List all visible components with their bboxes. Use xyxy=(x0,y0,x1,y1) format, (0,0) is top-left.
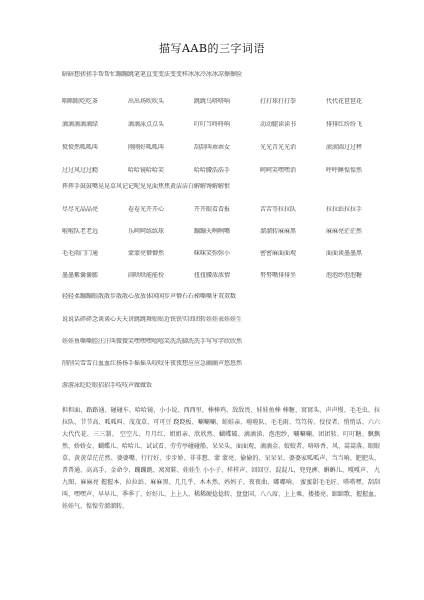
word-cell: 咪咪笑弥弥小 xyxy=(194,250,231,257)
word-cell: 滴滴滴滴滴绿 xyxy=(62,121,99,128)
word-cell: 打打球打打拳 xyxy=(260,98,297,105)
text-line-6: 削削尖雪雪白血血红扬扬手摇摇头咬咬牙夜夜想应应急幽幽声悠悠然 xyxy=(62,360,243,367)
word-cell: 刚刚好呱呱叫 xyxy=(128,144,165,151)
word-cell: 墨墨紫囊囊膨 xyxy=(62,272,99,279)
word-cell: 跳跳乌嗒嗒响 xyxy=(194,98,231,105)
document-title: 描写AAB的三字词语 xyxy=(159,42,265,55)
word-cell: 滚滚圆过过秤 xyxy=(326,144,363,151)
word-cell: 代代花琶琶花 xyxy=(326,98,363,105)
word-cell: 泡泡纱泡泡糖 xyxy=(326,272,363,279)
word-cell: 出出场吹吹头 xyxy=(128,98,165,105)
word-paragraph: 担担面、路路通、碰碰车、哈哈镜、小小说、西西里、棒棒鸡、敌敌畏、娃娃鱼棒 棒糖、窝窝头、声声慢、毛毛虫、拉拉队、节节高、呱呱叫、茂茂草、可可豆 跷跷板、唰唰唰、蛙蛙亲、啦啦队、毛毛雨、笃笃传、佼佼者、悄悄话、六六大代代花、三三制、 空空儿、月月红、姐姐亲、欣欣然、蝴蝶破、滴滴涕、泡泡纱、唰唰唰、团团转、叮叮糖、飘飘然、娇娇女、蝴蝶儿、哈哈儿、试试看、劳劳亭碰碰船、呆呆头、面面观、滴滴金、蛟蛟者、咯咯香、风、蒿蒿落、眼眼草、黄黄草茫茫然、婆婆嘴、行行好、步步娇、非非想、蒙 蒙亮、偷偷的、呆呆呆、婆婆家呱呱声、当当响、肥肥头、普普通、高高手、金命令、蹦蹦跳、窝窝鞋、娃娃生 小小子、样样声、回回豆、混混儿、兜兜裤、蝌蝌儿、嘎嘎声、 九九图、麻麻亮 握握本、拉拉站、麻麻黑、几几乎、木木然、妈妈子、夜夜曲、嘟嘟响、 蜜蜜甜毛毛匠、嗒嗒嘿、刮刮叫、嘿嘿声、早早儿、季季丁、好好儿、上上人、稀稀硬捻捻转、盘盘国、八八席、上上乘、搂搂亮、蹄蹄歌、握握血、娃娃气、惶惶劳溜溜转、 xyxy=(62,407,380,510)
word-cell: 卷卷光开开心 xyxy=(128,206,165,213)
text-line-4: 说说话碎碎念谈谈心天天讲跳跳舞贴贴近铁铁实团团转娃娃表娃娃生 xyxy=(62,316,243,323)
word-cell: 密密麻面面观 xyxy=(260,250,297,257)
word-cell: 苦苦等拉拉队 xyxy=(260,206,297,213)
word-cell: 努努嘴排排坐 xyxy=(260,272,297,279)
word-cell: 扭扭腰浓浓情 xyxy=(194,272,231,279)
word-cell: 哈哈腰浩浩手 xyxy=(194,167,231,174)
word-cell: 开开眼看看报 xyxy=(194,206,231,213)
word-grid-2-clip xyxy=(0,206,424,280)
word-grid-2 xyxy=(62,206,392,280)
word-cell: 乐呵呵练练球 xyxy=(128,228,165,235)
word-cell: 蹦蹦天咧咧嘴 xyxy=(194,228,231,235)
word-cell: 排排红纷纷飞 xyxy=(326,121,363,128)
word-cell: 毛毛雨门门通 xyxy=(62,250,99,257)
word-cell: 呵呵笑嘿嘿消 xyxy=(260,167,297,174)
word-cell: 闹哄哄能能扮 xyxy=(128,272,165,279)
word-cell: 麻麻亮茫茫然 xyxy=(326,228,363,235)
word-cell: 尽尽光晶晶亮 xyxy=(62,206,99,213)
word-cell: 愤愤然呱呱叫 xyxy=(62,144,99,151)
word-cell: 叮叮当咚咚响 xyxy=(194,121,231,128)
word-cell: 过过风过过瘾 xyxy=(62,167,99,174)
word-cell: 咽咽眼吃吃茶 xyxy=(62,98,99,105)
word-cell: 哈哈镜哈哈笑 xyxy=(128,167,165,174)
word-cell: 啦啦队老老远 xyxy=(62,228,99,235)
word-cell: 呼呼睡惶惶然 xyxy=(326,167,363,174)
text-line-7: 游游泳眨眨眼招招手吱吱声做做饭 xyxy=(62,382,153,389)
word-grid-1 xyxy=(62,98,392,174)
word-cell: 滴滴泳点点头 xyxy=(128,121,165,128)
text-line-2: 挥挥手鼓鼓嘴晃晃草风记记呢见见面焦焦黄洁洁白解解馋解解恨 xyxy=(62,183,231,190)
text-line-1: 暗暗想搓搓手帮帮忙蹦蹦跳笔笔直变变法变变样冰冰冷冰冰凉擦擦脸 xyxy=(62,71,243,78)
word-cell: 蒙蒙亮懵懵然 xyxy=(128,250,165,257)
text-line-5: 娃娃鱼嘶嘶腔汪汪叫微微笑嘿嘿嘿嘻嘻笑洗洗脚洗洗手写写字欣欣然 xyxy=(62,338,243,345)
word-cell: 光光青光光消 xyxy=(260,144,297,151)
word-cell: 刮刮叫乖乖女 xyxy=(194,144,231,151)
word-cell: 溜溜转麻麻黑 xyxy=(260,228,297,235)
word-cell: 拉拉站拉拉手 xyxy=(326,206,363,213)
text-line-3: 轻轻柔蹦蹦眼散散步散散心放放体闲闲步声懵石石梯嘶嘶牙双双数 xyxy=(62,293,237,300)
word-cell: 动动腿读读书 xyxy=(260,121,297,128)
word-cell: 面面谈墨墨黑 xyxy=(326,250,363,257)
